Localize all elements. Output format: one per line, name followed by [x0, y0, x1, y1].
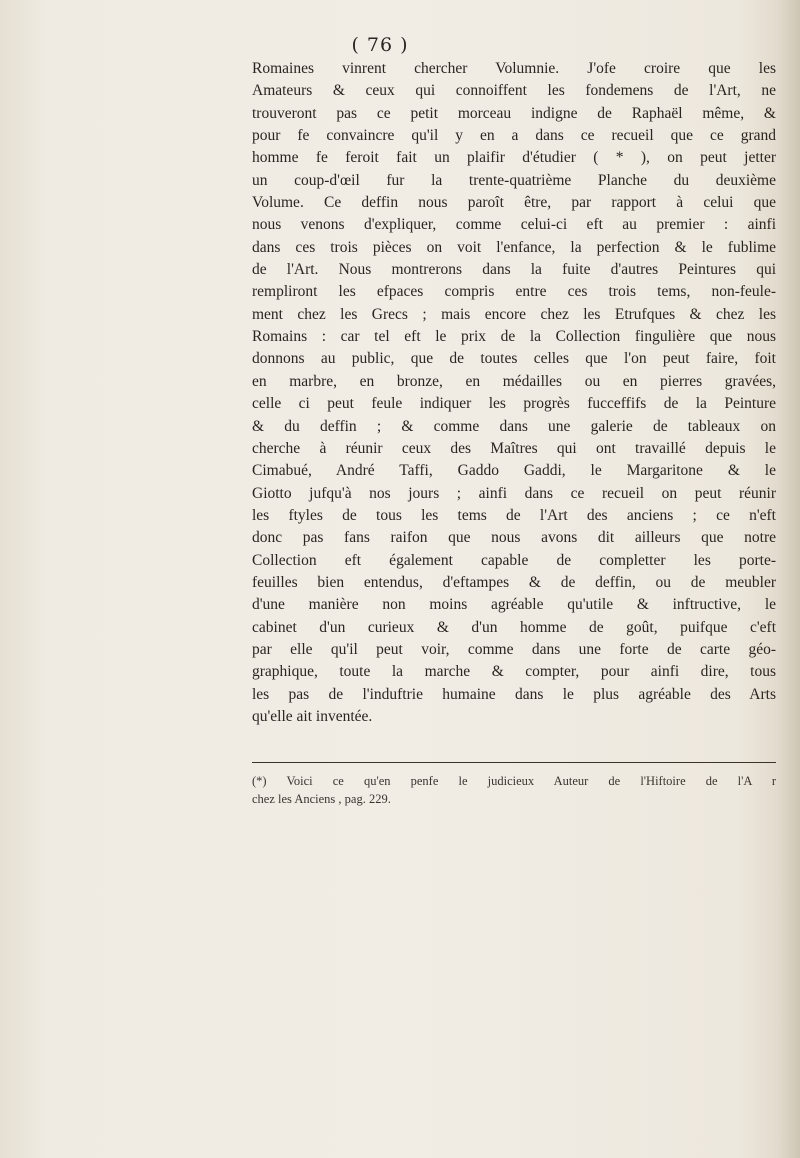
text-line: trouveront pas ce petit morceau indigne de Raphaël même, & — [252, 104, 776, 122]
text-line: d'une manière non moins agréable qu'utile & inftructive, le — [252, 596, 776, 614]
page-edge-shadow — [778, 0, 800, 1158]
text-line: de l'Art. Nous montrerons dans la fuite d'autres Peintures qui — [252, 261, 776, 279]
text-line: donnons au public, que de toutes celles que l'on peut faire, foit — [252, 350, 776, 368]
text-line: un coup-d'œil fur la trente-quatrième Planche du deuxième — [252, 171, 776, 189]
text-line: nous venons d'expliquer, comme celui-ci eft au premier : ainfi — [252, 216, 776, 234]
text-line: feuilles bien entendus, d'eftampes & de deffin, ou de meubler — [252, 573, 776, 591]
text-line: ment chez les Grecs ; mais encore chez les Etrufques & chez les — [252, 305, 776, 323]
text-line: Romaines vinrent chercher Volumnie. J'ofe croire que les — [252, 60, 776, 77]
text-line: donc pas fans raifon que nous avons dit ailleurs que notre — [252, 529, 776, 547]
text-line: graphique, toute la marche & compter, pour ainfi dire, tous — [252, 663, 776, 681]
text-line: dans ces trois pièces on voit l'enfance, la perfection & le fublime — [252, 238, 776, 256]
body-text — [252, 58, 776, 728]
text-line: pour fe convaincre qu'il y en a dans ce recueil que ce grand — [252, 127, 776, 145]
footnote-line: (*) Voici ce qu'en penfe le judicieux Auteur de l'Hiftoire de l'A r — [252, 774, 776, 788]
text-line: Cimabué, André Taffi, Gaddo Gaddi, le Margaritone & le — [252, 462, 776, 480]
text-line: les pas de l'induftrie humaine dans le plus agréable des Arts — [252, 685, 776, 703]
footnote-line: chez les Anciens , pag. 229. — [252, 792, 391, 806]
text-line: les ftyles de tous les tems de l'Art des anciens ; ce n'eft — [252, 506, 776, 524]
text-line: cherche à réunir ceux des Maîtres qui ont travaillé depuis le — [252, 439, 776, 457]
text-line: par elle qu'il peut voir, comme dans une forte de carte géo- — [252, 640, 776, 658]
text-line: Romains : car tel eft le prix de la Collection fingulière que nous — [252, 328, 776, 346]
text-line: rempliront les efpaces compris entre ces trois tems, non-feule- — [252, 283, 776, 301]
page-number: ( 76 ) — [351, 34, 409, 56]
text-line: Collection eft également capable de completter les porte- — [252, 551, 776, 569]
text-line: Volume. Ce deffin nous paroît être, par rapport à celui que — [252, 194, 776, 212]
text-line: Giotto jufqu'à nos jours ; ainfi dans ce recueil on peut réunir — [252, 484, 776, 502]
text-line: & du deffin ; & comme dans une galerie de tableaux on — [252, 417, 776, 435]
text-line: homme fe feroit fait un plaifir d'étudier ( * ), on peut jetter — [252, 149, 776, 167]
text-line: celle ci peut feule indiquer les progrès fucceffifs de la Peinture — [252, 395, 776, 413]
text-line: cabinet d'un curieux & d'un homme de goût, puifque c'eft — [252, 618, 776, 636]
text-line: en marbre, en bronze, en médailles ou en pierres gravées, — [252, 372, 776, 390]
text-line: qu'elle ait inventée. — [252, 707, 373, 725]
text-line: Amateurs & ceux qui connoiffent les fondemens de l'Art, ne — [252, 82, 776, 100]
footnote — [252, 772, 776, 808]
footnote-separator-rule — [252, 762, 776, 763]
